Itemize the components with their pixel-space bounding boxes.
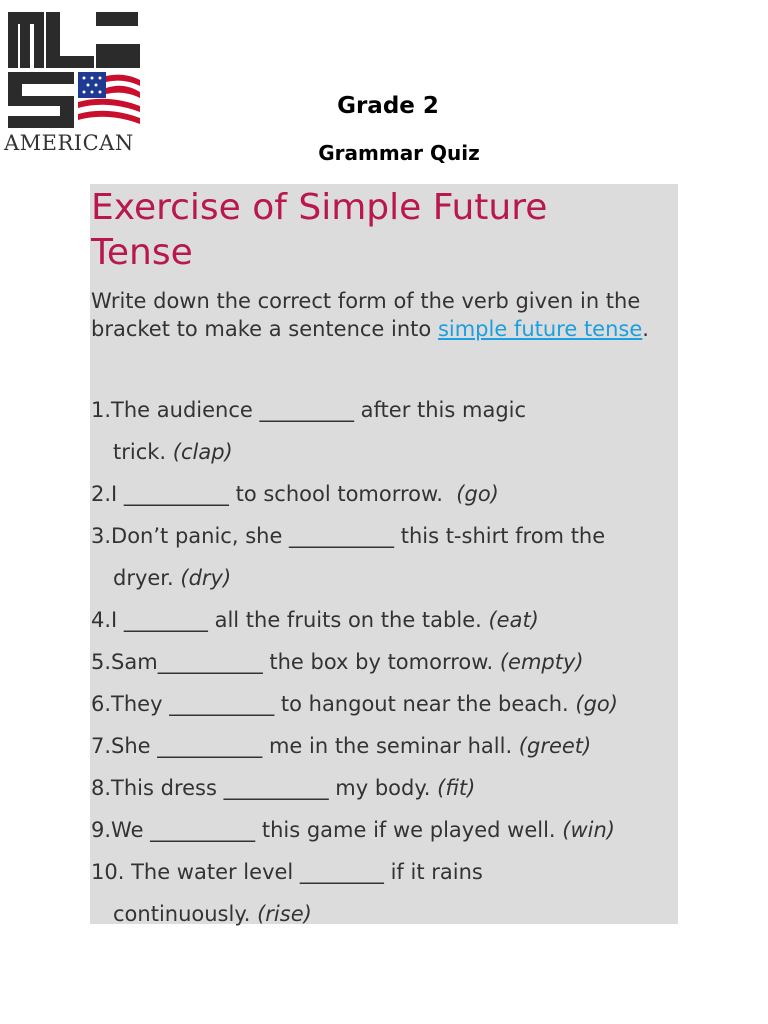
exercise-title: Exercise of Simple Future Tense xyxy=(91,187,548,273)
question-text: 3.Don’t panic, she __________ this t-shirt from the xyxy=(91,524,606,548)
question-item xyxy=(91,767,681,809)
question-text: 5.Sam__________ the box by tomorrow. xyxy=(91,650,500,674)
question-line xyxy=(91,725,681,767)
simple-future-tense-link[interactable]: simple future tense xyxy=(437,317,643,341)
instruction-period: . xyxy=(642,317,649,341)
verb-hint: (clap) xyxy=(172,440,233,464)
question-continuation xyxy=(91,893,681,935)
verb-hint: (win) xyxy=(562,818,615,842)
question-item xyxy=(91,809,681,851)
verb-hint: (fit) xyxy=(437,776,476,800)
question-line xyxy=(91,641,681,683)
question-item xyxy=(91,389,681,473)
verb-hint: (rise) xyxy=(257,902,312,926)
logo-text: AMERICAN xyxy=(4,131,134,155)
question-line xyxy=(91,473,681,515)
grade-heading: Grade 2 xyxy=(337,93,439,119)
question-line xyxy=(91,599,681,641)
question-cont-text: dryer. xyxy=(113,566,181,590)
question-text: 8.This dress __________ my body. xyxy=(91,776,438,800)
question-text: 10. The water level ________ if it rains xyxy=(91,860,483,884)
instruction-text: Write down the correct form of the verb given in the bracket to make a sentence into xyxy=(91,289,641,341)
verb-hint: (greet) xyxy=(518,734,592,758)
verb-hint: (empty) xyxy=(499,650,584,674)
quiz-heading: Grammar Quiz xyxy=(318,141,480,165)
question-item xyxy=(91,725,681,767)
verb-hint: (eat) xyxy=(488,608,539,632)
question-item xyxy=(91,599,681,641)
question-cont-text: trick. xyxy=(113,440,173,464)
question-text: 7.She __________ me in the seminar hall. xyxy=(91,734,519,758)
question-text: 2.I __________ to school tomorrow. xyxy=(91,482,457,506)
question-continuation xyxy=(91,557,681,599)
question-item xyxy=(91,851,681,935)
question-item xyxy=(91,641,681,683)
question-item xyxy=(91,515,681,599)
question-text: 6.They __________ to hangout near the beach. xyxy=(91,692,576,716)
verb-hint: (go) xyxy=(456,482,499,506)
question-text: 4.I ________ all the fruits on the table. xyxy=(91,608,489,632)
question-line xyxy=(91,767,681,809)
verb-hint: (dry) xyxy=(180,566,232,590)
question-line xyxy=(91,809,681,851)
question-item xyxy=(91,683,681,725)
question-item xyxy=(91,473,681,515)
question-list xyxy=(91,389,681,935)
question-text: 9.We __________ this game if we played well. xyxy=(91,818,563,842)
question-line xyxy=(91,683,681,725)
exercise-instruction xyxy=(91,287,681,343)
question-cont-text: continuously. xyxy=(113,902,258,926)
verb-hint: (go) xyxy=(575,692,618,716)
question-text: 1.The audience _________ after this magic xyxy=(91,398,527,422)
question-continuation xyxy=(91,431,681,473)
